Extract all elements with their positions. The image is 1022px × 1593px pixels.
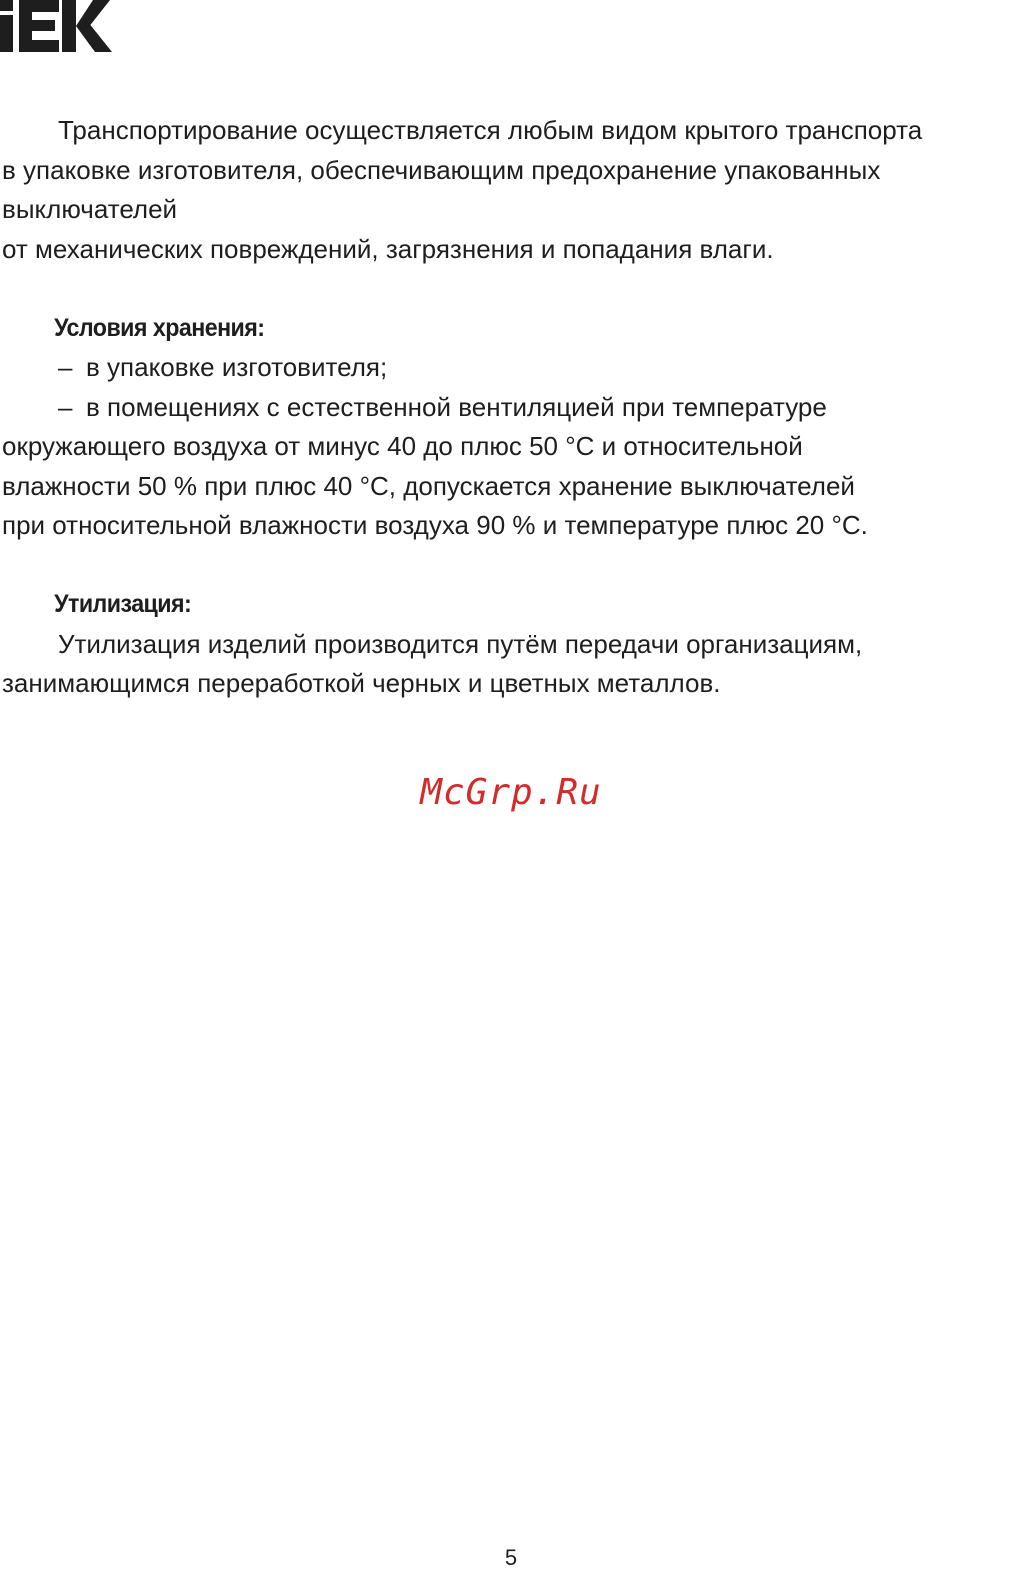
watermark: McGrp.Ru (420, 772, 602, 813)
paragraph-line: выключателей (2, 194, 178, 224)
transport-paragraph (2, 111, 1017, 269)
paragraph-line: при относительной влажности воздуха 90 % и температуре плюс 20 °С. (2, 510, 868, 540)
paragraph-line: влажности 50 % при плюс 40 °С, допускается хранение выключателей (2, 470, 855, 501)
list-item (2, 348, 1017, 388)
iek-logo-icon (0, 0, 114, 54)
document-body (2, 111, 1017, 704)
paragraph-line: Утилизация изделий производится путём передачи организациям, (58, 628, 863, 659)
paragraph-line: окружающего воздуха от минус 40 до плюс 50 °С и относительной (2, 431, 803, 461)
list-item (2, 388, 1017, 428)
page-number: 5 (504, 1545, 518, 1570)
disposal-heading: Утилизация: (54, 590, 192, 618)
paragraph-line: занимающимся переработкой черных и цветных металлов. (2, 668, 721, 698)
storage-section (2, 309, 1017, 546)
list-item-text: в упаковке изготовителя; (86, 352, 388, 382)
paragraph-line: от механических повреждений, загрязнения и попадания влаги. (2, 233, 774, 264)
paragraph-line: Транспортирование осуществляется любым видом крытого транспорта (58, 115, 923, 145)
spacer (2, 546, 1017, 586)
list-item-text: в помещениях с естественной вентиляцией при температуре (86, 391, 827, 422)
dash-bullet: – (58, 352, 73, 382)
iek-logo (0, 0, 114, 54)
spacer (2, 269, 1017, 309)
paragraph-line: в упаковке изготовителя, обеспечивающим предохранение упакованных (2, 154, 881, 185)
dash-bullet: – (58, 391, 73, 422)
disposal-section (2, 585, 1017, 704)
storage-heading: Условия хранения: (54, 313, 265, 342)
